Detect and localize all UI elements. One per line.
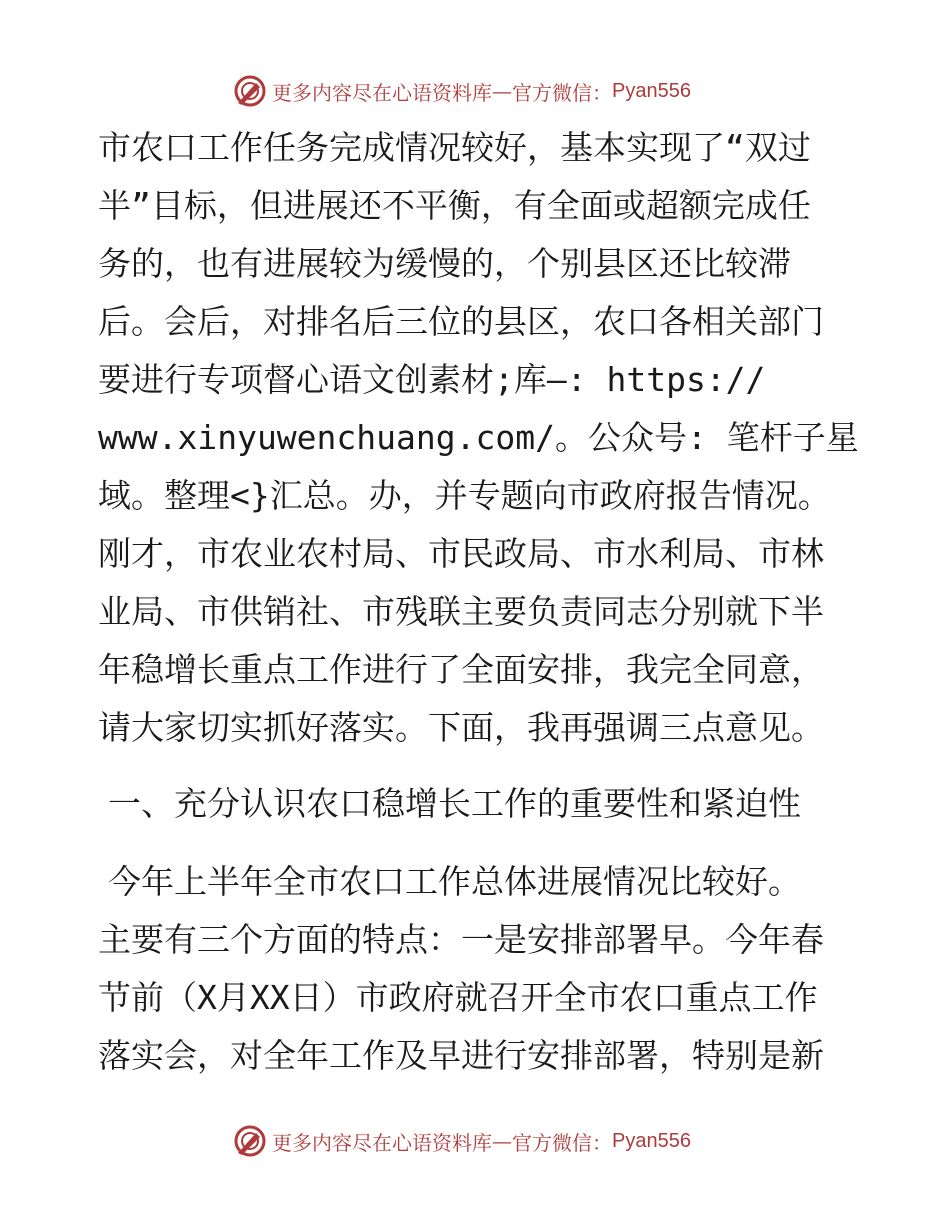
pen-logo-icon xyxy=(232,73,268,109)
text-line: 后。会后，对排名后三位的县区，农口各相关部门 xyxy=(98,302,824,341)
banner-wechat-label: 官方微信： xyxy=(512,1130,612,1155)
banner-text: 更多内容尽在心语资料库 xyxy=(272,1130,492,1155)
text-line: www.xinyuwenchuang.com/。公众号: 笔杆子星 xyxy=(98,418,859,457)
text-line: 市农口工作任务完成情况较好，基本实现了“双过 xyxy=(98,128,811,167)
text-line: 年稳增长重点工作进行了全面安排，我完全同意， xyxy=(98,650,824,689)
pen-logo-icon xyxy=(232,1123,268,1159)
text-line: 落实会，对全年工作及早进行安排部署，特别是新 xyxy=(98,1036,824,1075)
banner-separator: — xyxy=(492,79,512,103)
text-line: 刚才，市农业农村局、市民政局、市水利局、市林 xyxy=(98,534,824,573)
banner-text: 更多内容尽在心语资料库 xyxy=(272,80,492,105)
text-line: 务的，也有进展较为缓慢的，个别县区还比较滞 xyxy=(98,244,791,283)
footer-banner xyxy=(232,1121,691,1161)
text-line: 要进行专项督心语文创素材;库—: https:// xyxy=(98,360,766,399)
text-line: 域。整理<}汇总。办，并专题向市政府报告情况。 xyxy=(98,476,831,515)
text-line: 半”目标，但进展还不平衡，有全面或超额完成任 xyxy=(98,186,811,225)
banner-wechat-label: 官方微信： xyxy=(512,80,612,105)
section-heading: 一、充分认识农口稳增长工作的重要性和紧迫性 xyxy=(108,784,801,823)
text-line: 请大家切实抓好落实。下面，我再强调三点意见。 xyxy=(98,708,824,747)
header-banner xyxy=(232,71,691,111)
text-line: 业局、市供销社、市残联主要负责同志分别就下半 xyxy=(98,592,824,631)
banner-separator: — xyxy=(492,1129,512,1153)
text-line: 节前（X月XX日）市政府就召开全市农口重点工作 xyxy=(98,978,818,1017)
banner-wechat-id: Pyan556 xyxy=(612,79,691,102)
text-line: 主要有三个方面的特点：一是安排部署早。今年春 xyxy=(98,920,824,959)
text-line: 今年上半年全市农口工作总体进展情况比较好。 xyxy=(108,862,801,901)
banner-wechat-id: Pyan556 xyxy=(612,1129,691,1152)
